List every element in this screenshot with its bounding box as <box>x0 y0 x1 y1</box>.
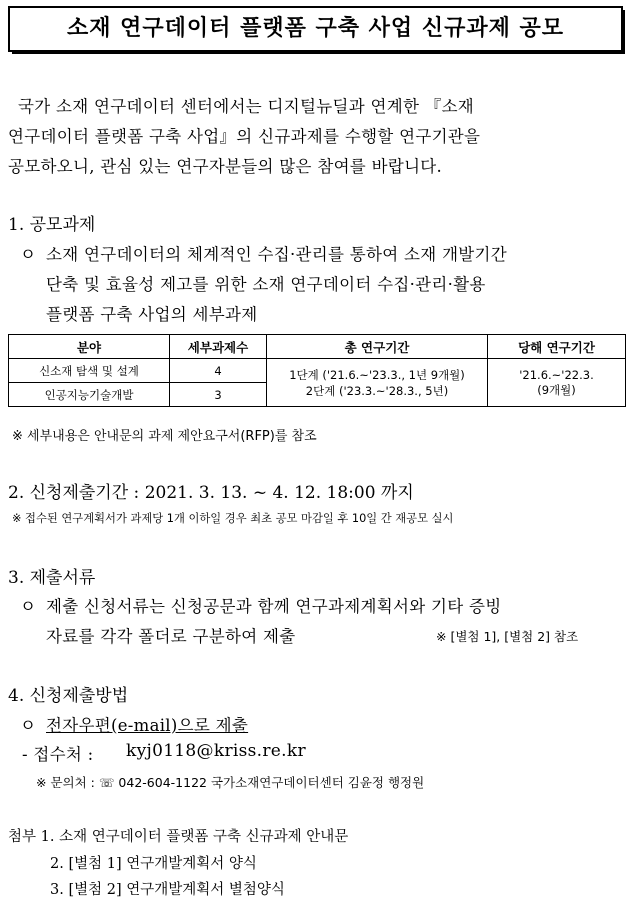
table-row <box>9 359 626 383</box>
current-period-line-1: '21.6.~'22.3. <box>519 367 594 382</box>
section-3-line-2: 자료를 각각 폴더로 구분하여 제출 <box>46 627 296 646</box>
section-3-heading: 3. 제출서류 <box>8 568 96 588</box>
attachment-item-3: 3. [별첨 2] 연구개발계획서 별첨양식 <box>50 882 285 898</box>
intro-line-2: 연구데이터 플랫폼 구축 사업』의 신규과제를 수행할 연구기관을 <box>8 127 481 146</box>
rfp-note: ※ 세부내용은 안내문의 과제 제안요구서(RFP)를 참조 <box>12 429 317 444</box>
table-cell-field: 인공지능기술개발 <box>9 383 170 407</box>
table-cell-field: 신소재 탐색 및 설계 <box>9 359 170 383</box>
page-title: 소재 연구데이터 플랫폼 구축 사업 신규과제 공모 <box>67 16 564 41</box>
section-1-bullet: ㅇ <box>20 245 37 264</box>
table-cell-count: 4 <box>170 359 267 383</box>
inquiry-note: ※ 문의처 : ☏ 042-604-1122 국가소재연구데이터센터 김윤정 행정원 <box>36 775 425 790</box>
section-3-line-1: 제출 신청서류는 신청공문과 함께 연구과제계획서와 기타 증빙 <box>46 597 502 616</box>
table-cell-total-period <box>267 359 488 407</box>
section-3-ref: ※ [별첨 1], [별첨 2] 참조 <box>436 629 579 644</box>
table-header-field: 분야 <box>9 335 170 359</box>
section-4-heading: 4. 신청제출방법 <box>8 686 129 706</box>
contact-email[interactable]: kyj0118@kriss.re.kr <box>126 741 306 761</box>
section-2-heading: 2. 신청제출기간 : 2021. 3. 13. ~ 4. 12. 18:00 까지 <box>8 483 414 503</box>
attachment-item-2: 2. [별첨 1] 연구개발계획서 양식 <box>50 856 257 872</box>
title-box <box>8 6 623 52</box>
section-2-note: ※ 접수된 연구계획서가 과제당 1개 이하일 경우 최초 공모 마감일 후 10일 간 재공모 실시 <box>12 512 454 525</box>
section-1-heading: 1. 공모과제 <box>8 215 96 235</box>
submission-method: 전자우편(e-mail)으로 제출 <box>46 716 249 735</box>
intro-line-1: 국가 소재 연구데이터 센터에서는 디지털뉴딜과 연계한 『소재 <box>18 97 475 116</box>
table-header-total-period: 총 연구기간 <box>267 335 488 359</box>
total-period-line-1: 1단계 ('21.6.~'23.3., 1년 9개월) <box>289 367 465 382</box>
intro-line-3: 공모하오니, 관심 있는 연구자분들의 많은 참여를 바랍니다. <box>8 157 443 176</box>
table-header-row <box>9 335 626 359</box>
attachment-item-1: 첨부 1. 소재 연구데이터 플랫폼 구축 신규과제 안내문 <box>8 829 349 845</box>
section-1-line-1: 소재 연구데이터의 체계적인 수집·관리를 통하여 소재 개발기간 <box>46 245 508 264</box>
table-cell-current-period <box>488 359 626 407</box>
section-1-line-2: 단축 및 효율성 제고를 위한 소재 연구데이터 수집·관리·활용 <box>46 275 486 294</box>
task-table <box>8 334 626 407</box>
section-1-line-3: 플랫폼 구축 사업의 세부과제 <box>46 305 258 324</box>
section-4-bullet: ㅇ <box>20 716 37 735</box>
contact-label: - 접수처 : <box>22 745 94 764</box>
table-header-current-period: 당해 연구기간 <box>488 335 626 359</box>
table-cell-count: 3 <box>170 383 267 407</box>
table-header-count: 세부과제수 <box>170 335 267 359</box>
section-3-bullet: ㅇ <box>20 597 37 616</box>
total-period-line-2: 2단계 ('23.3.~'28.3., 5년) <box>305 383 449 398</box>
current-period-line-2: (9개월) <box>537 382 576 397</box>
